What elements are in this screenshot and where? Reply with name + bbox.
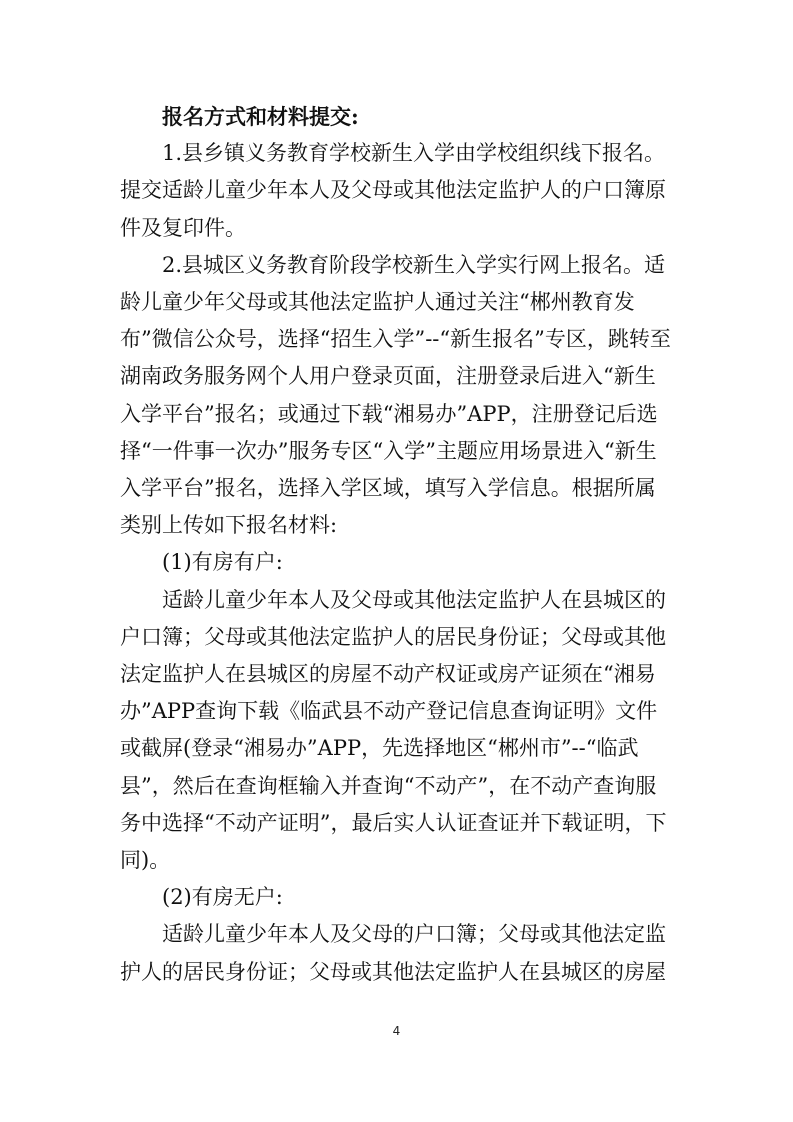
- document-body: [120, 98, 675, 991]
- subsection-title-house-no-hukou: (2)有房无户:: [162, 885, 283, 910]
- paragraph-online-registration: 2.县城区义务教育阶段学校新生入学实行网上报名。适龄儿童少年父母或其他法定监护人通过关注“郴州教育发布”微信公众号，选择“招生入学”--“新生报名”专区，跳转至湖南政务服务网个人用户登录页面，注册登录后进入“新生入学平台”报名；或通过下载“湘易办”APP，注册登记后选择“一件事一次办”服务专区“入学”主题应用场景进入“新生入学平台”报名，选择入学区域，填写入学信息。根据所属类别上传如下报名材料:: [120, 252, 671, 538]
- paragraph-house-and-hukou: 适龄儿童少年本人及父母或其他法定监护人在县城区的户口簿；父母或其他法定监护人的居民身份证；父母或其他法定监护人在县城区的房屋不动产权证或房产证须在“湘易办”APP查询下载《临武县不动产登记信息查询证明》文件或截屏(登录“湘易办”APP，先选择地区“郴州市”--“临武县”，然后在查询框输入并查询“不动产”，在不动产查询服务中选择“不动产证明”，最后实人认证查证并下载证明，下同)。: [120, 587, 667, 873]
- section-heading: 报名方式和材料提交:: [162, 104, 359, 129]
- paragraph-house-no-hukou: 适龄儿童少年本人及父母的户口簿；父母或其他法定监护人的居民身份证；父母或其他法定监护人在县城区的房屋: [120, 922, 666, 984]
- page-number: 4: [392, 1024, 401, 1038]
- subsection-title-house-and-hukou: (1)有房有户:: [162, 550, 283, 575]
- paragraph-offline-registration: 1.县乡镇义务教育学校新生入学由学校组织线下报名。提交适龄儿童少年本人及父母或其他法定监护人的户口簿原件及复印件。: [120, 141, 666, 240]
